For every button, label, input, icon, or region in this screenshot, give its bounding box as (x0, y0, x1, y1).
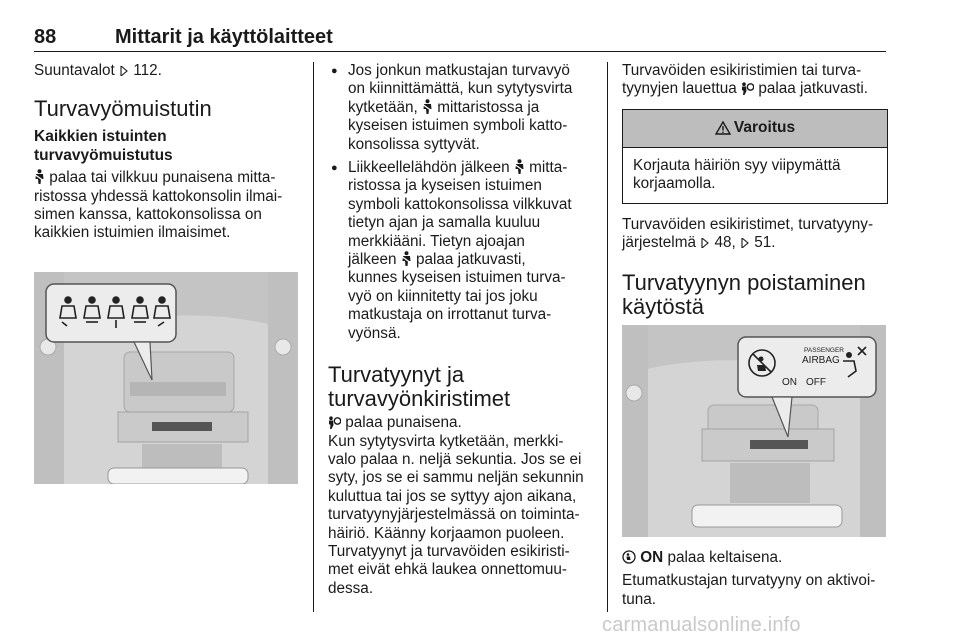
warning-triangle-icon (715, 121, 731, 135)
page-ref-arrow-icon (701, 238, 709, 248)
photo-label-passenger: PASSENGER (804, 347, 844, 354)
heading-airbags-line1: Turvatyynyt ja (328, 362, 465, 388)
bullet-list (328, 62, 594, 343)
subheading-line2: turvavyömuistutus (34, 146, 173, 164)
page-header (34, 26, 886, 52)
column-1 (34, 62, 300, 243)
heading-seatbelt-reminder: Turvavyömuistutin (34, 96, 212, 122)
paragraph-line: simen kanssa, kattokonsolissa on (34, 206, 262, 224)
warning-box (622, 109, 888, 204)
seatbelt-warning-icon (514, 159, 525, 174)
paragraph-line: kaikkien istuimien ilmaisimet. (34, 224, 231, 242)
passenger-airbag-photo (622, 325, 886, 537)
paragraph-line: ristossa yhdessä kattokonsolin ilmai- (34, 187, 283, 205)
paragraph-line: palaa tai vilkkuu punaisena mitta- (34, 169, 300, 187)
photo-label-airbag: AIRBAG (802, 355, 840, 366)
cross-reference[interactable]: Suuntavalot 112. (34, 62, 162, 79)
section-title: Mittarit ja käyttölaitteet (115, 26, 333, 48)
photo-label-on: ON (782, 377, 797, 388)
subheading-line1: Kaikkien istuinten (34, 128, 167, 146)
heading-airbag-deactivation-line1: Turvatyynyn poistaminen (622, 270, 866, 296)
page-ref-arrow-icon (741, 238, 749, 248)
roof-console-photo (34, 272, 298, 484)
airbag-warning-icon (328, 416, 341, 429)
watermark: carmanualsonline.info (602, 614, 801, 636)
seatbelt-warning-icon (401, 251, 412, 266)
warning-header: Varoitus (623, 110, 887, 148)
cross-reference[interactable]: järjestelmä 48, 51. (622, 234, 776, 252)
airbag-on-icon (622, 550, 636, 564)
column-divider (313, 62, 314, 612)
list-item: ● Jos jonkun matkustajan turvavyö on kiinnittämättä, kun sytytysvirta kytketään, mittaristossa ja kyseisen istuimen symboli katto- konsolissa syttyvät. (328, 62, 594, 154)
heading-airbags-line2: turvavyönkiristimet (328, 386, 511, 412)
page-number: 88 (34, 26, 57, 48)
seatbelt-warning-icon (34, 169, 45, 184)
warning-body: Korjauta häiriön syy viipymättä korjaamolla. (633, 156, 841, 193)
airbag-warning-icon (741, 82, 754, 95)
seatbelt-warning-icon (422, 99, 433, 114)
list-item: ● Liikkeellelähdön jälkeen mitta- ristossa ja kyseisen istuimen symboli kattokonsolissa vilkkuvat tietyn ajan ja samalla kuuluu merkkiääni. Tietyn ajoajan jälkeen palaa jatkuvasti, kunnes kyseisen istuimen turva- vyö on kiinnitetty tai jos joku matkustaja on irrottanut turva- vyönsä. (328, 159, 594, 343)
column-3: Turvavöiden esikiristimien tai turva- tyynyjen lauettua palaa jatkuvasti. Varoitus Korjauta häiriön syy viipymättä korjaamolla. Turvavöiden esikiristimet, turvatyyny- järjestelmä 48, 51. Turvatyynyn poistaminen käytöstä (622, 62, 888, 319)
column-3-bottom: ON palaa keltaisena. Etumatkustajan turvatyyny on aktivoi- tuna. (622, 549, 876, 608)
heading-airbag-deactivation-line2: käytöstä (622, 294, 704, 320)
photo-label-off: OFF (806, 377, 826, 388)
column-2: ● Jos jonkun matkustajan turvavyö on kiinnittämättä, kun sytytysvirta kytketään, mittaristossa ja kyseisen istuimen symboli katto- konsolissa syttyvät. ● Liikkeellelähdön jälkeen mitta- ristossa ja kyseisen istuimen symboli kattokonsolissa vilkkuvat tietyn ajan ja samalla kuuluu merkkiääni. Tietyn ajoajan jälkeen palaa jatkuvasti, kunnes kyseisen istuimen turva- vyö on kiinnitetty tai jos joku matkustaja on irrottanut turva- vyönsä. Turvatyynyt ja turvavyönkiristimet palaa punaisena. Kun sytytysvirta kytketään, merkki- valo palaa n. neljä sekuntia. Jos se ei syty, jos se ei sammu neljän sekunnin kuluttua tai jos se syttyy ajon aikana, turvatyynyjärjestelmässä on toiminta- häiriö. Käänny korjaamon puoleen. Turvatyynyt ja turvavöiden esikiristi- met eivät ehkä laukea onnettomuu- dessa. (328, 62, 594, 598)
column-divider (607, 62, 608, 612)
page-ref-arrow-icon (120, 66, 128, 76)
